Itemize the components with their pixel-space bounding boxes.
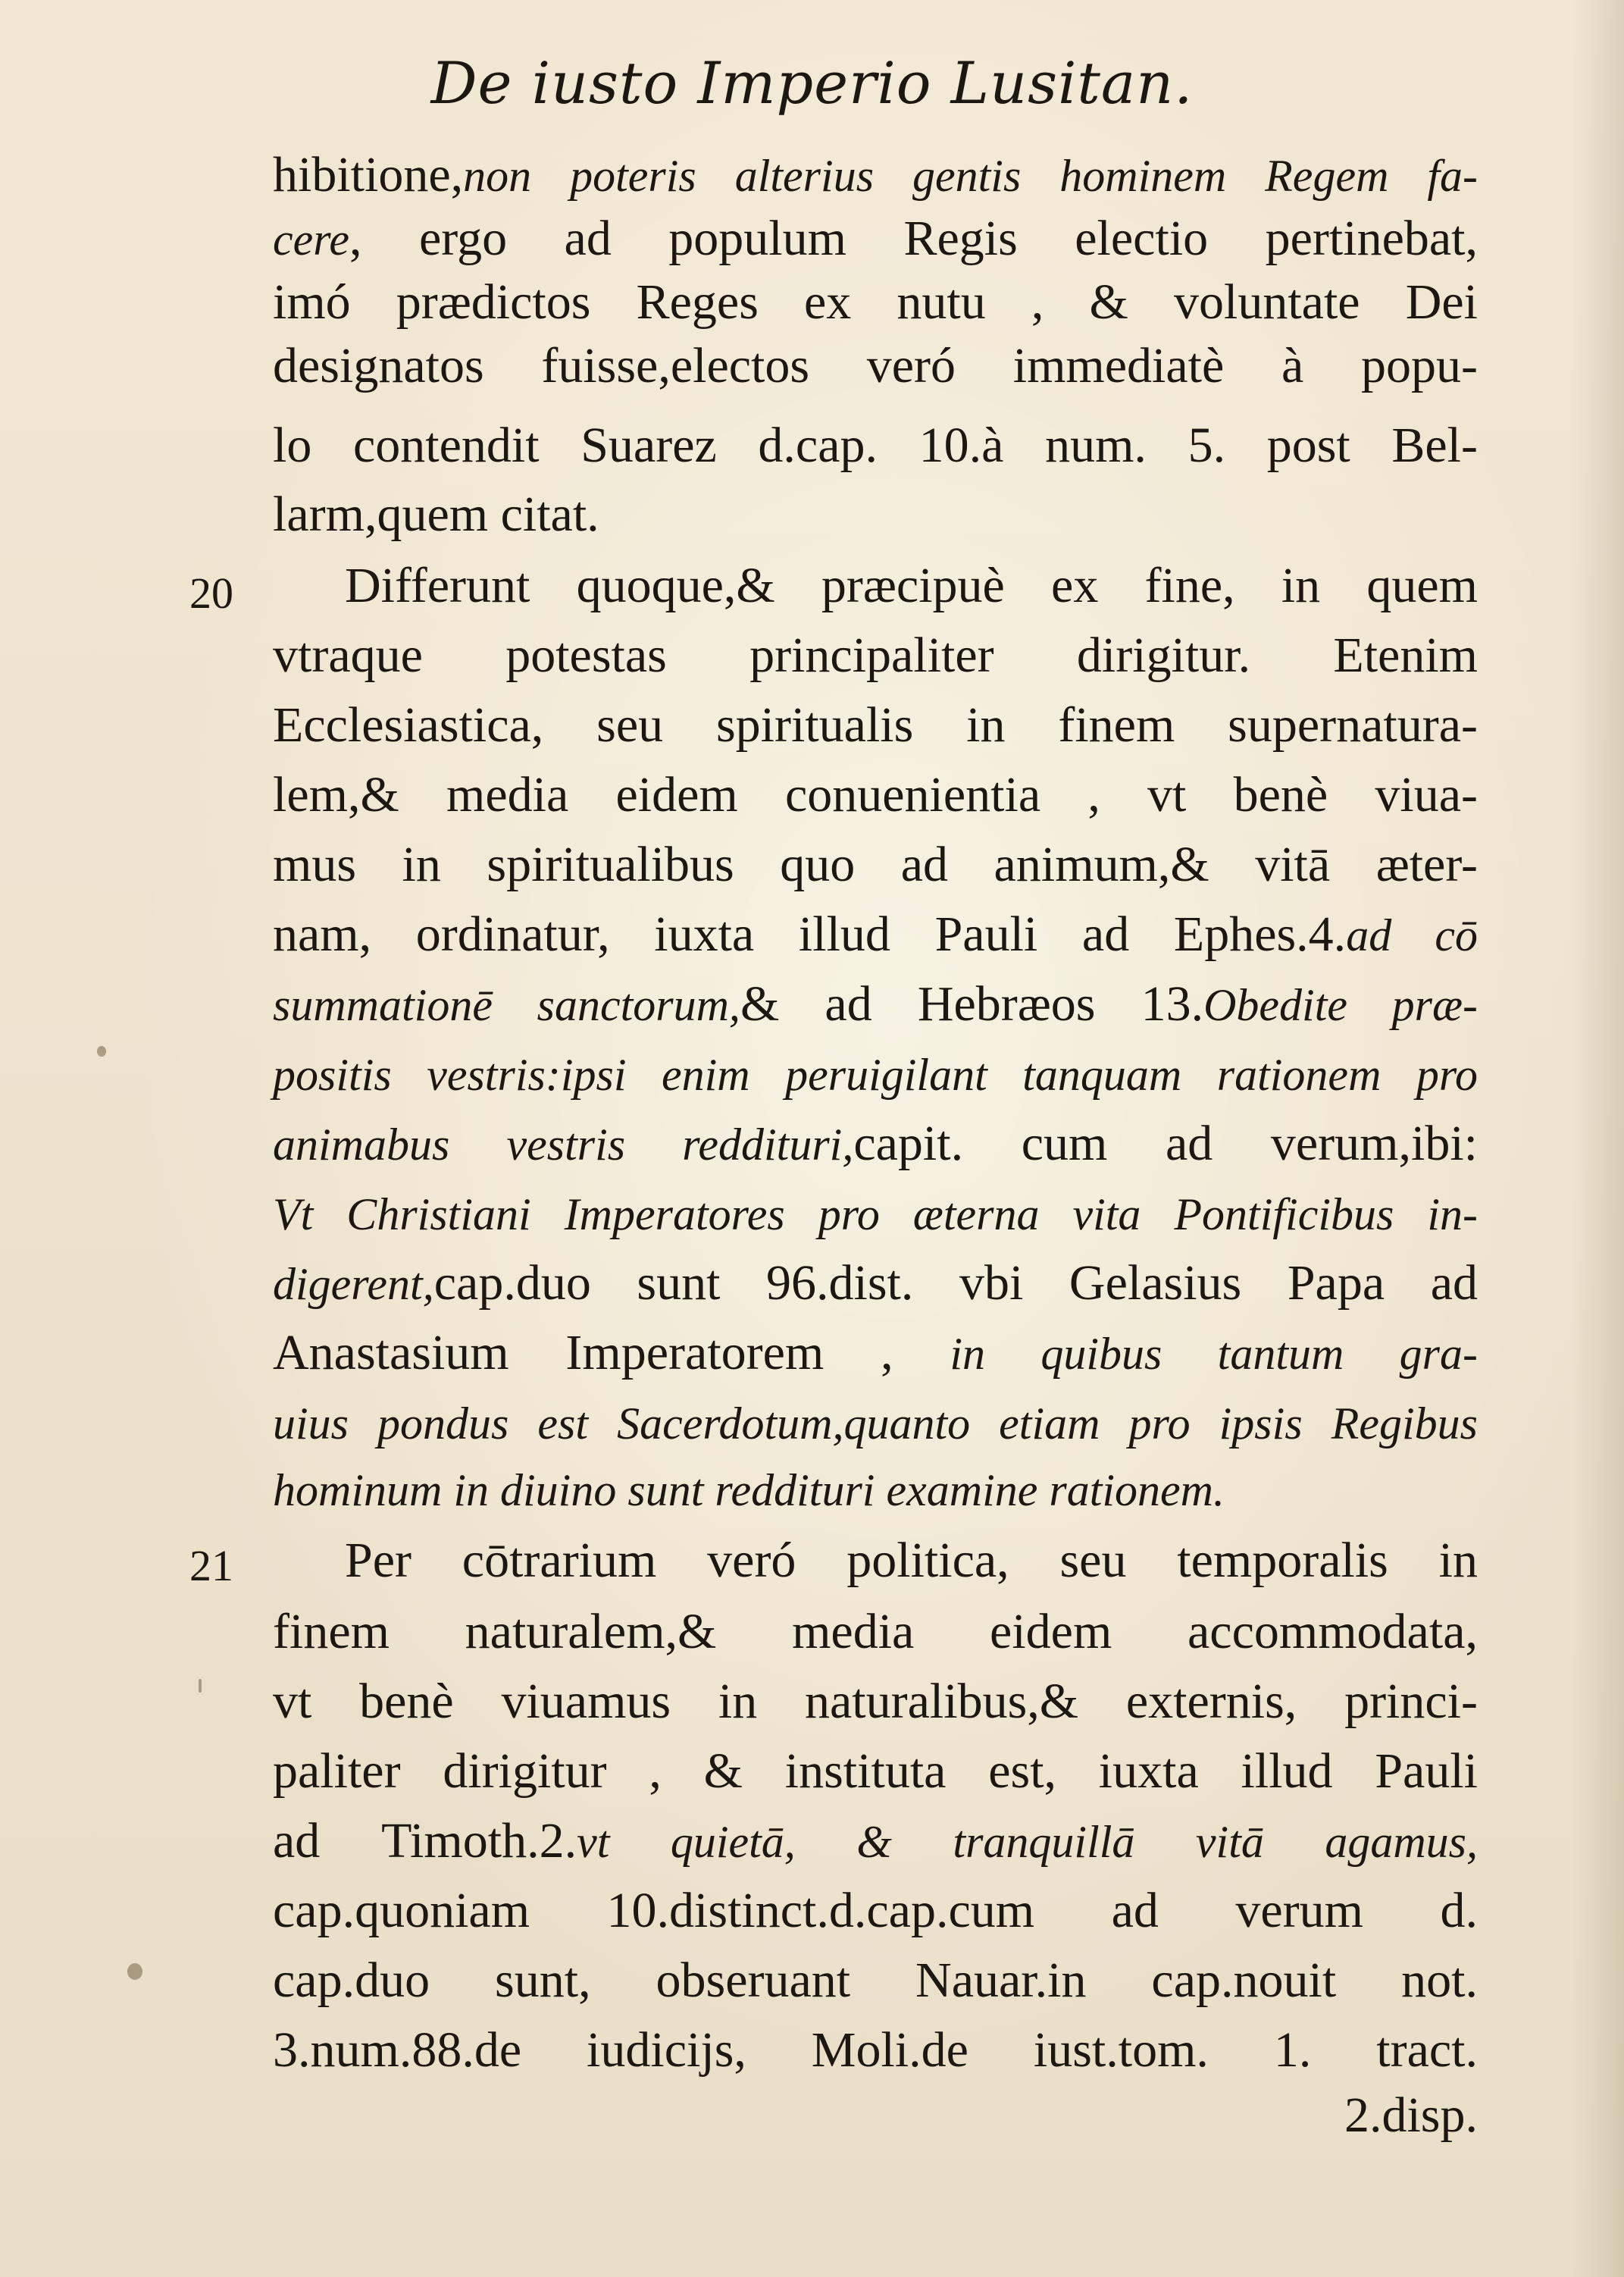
text-line: Differunt quoque,& præcipuè ex fine, in quem [345,558,1478,613]
text-line: Vt Christiani Imperatores pro æterna vita Pontificibus in- [273,1189,1478,1239]
text-line: 3.num.88.de iudicijs, Moli.de iust.tom. 1. tract. [273,2022,1478,2078]
text-line: Ecclesiastica, seu spiritualis in finem supernatura- [273,697,1478,753]
margin-number-20: 20 [189,568,233,618]
text-line: cere, ergo ad populum Regis electio pertinebat, [273,211,1478,266]
text-line: summationē sanctorum,& ad Hebræos 13.Obedite præ- [273,976,1478,1032]
text-line: cap.duo sunt, obseruant Nauar.in cap.nouit not. [273,1953,1478,2008]
text-line: lo contendit Suarez d.cap. 10.à num. 5. post Bel- [273,418,1478,473]
text-line: paliter dirigitur , & instituta est, iuxta illud Pauli [273,1743,1478,1799]
text-line: Anastasium Imperatorem , in quibus tantum gra- [273,1325,1478,1380]
text-line: vtraque potestas principaliter dirigitur. Etenim [273,628,1478,683]
paper-spot [127,1963,142,1980]
text-line: cap.quoniam 10.distinct.d.cap.cum ad verum d. [273,1883,1478,1938]
catchword: 2.disp. [1344,2088,1478,2143]
running-header: De iusto Imperio Lusitan. [430,49,1194,117]
text-line: nam, ordinatur, iuxta illud Pauli ad Ephes.4.ad cō [273,907,1478,962]
text-line: Per cōtrarium veró politica, seu temporalis in [345,1533,1478,1588]
text-line: animabus vestris reddituri,capit. cum ad verum,ibi: [273,1116,1478,1171]
text-line: finem naturalem,& media eidem accommodata, [273,1604,1478,1659]
text-line: designatos fuisse,electos veró immediatè à popu- [273,338,1478,393]
text-line: imó prædictos Reges ex nutu , & voluntate Dei [273,274,1478,330]
text-line: digerent,cap.duo sunt 96.dist. vbi Gelasius Papa ad [273,1255,1478,1311]
paper-spot [199,1679,202,1693]
text-line: mus in spiritualibus quo ad animum,& vitā æter- [273,837,1478,892]
paper-spot [97,1046,106,1057]
text-line: lem,& media eidem conuenientia , vt benè viua- [273,767,1478,822]
text-line: positis vestris:ipsi enim peruigilant tanquam rationem pro [273,1050,1478,1100]
text-line: uius pondus est Sacerdotum,quanto etiam pro ipsis Regibus [273,1398,1478,1449]
text-line: hibitione,non poteris alterius gentis hominem Regem fa- [273,147,1478,202]
margin-number-21: 21 [189,1541,233,1590]
text-line: larm,quem citat. [273,487,599,542]
text-line: hominum in diuino sunt reddituri examine rationem. [273,1465,1225,1515]
text-line: vt benè viuamus in naturalibus,& externis, princi- [273,1674,1478,1729]
text-line: ad Timoth.2.vt quietā, & tranquillā vitā agamus, [273,1813,1478,1868]
page-edge-shadow [1571,0,1624,2277]
